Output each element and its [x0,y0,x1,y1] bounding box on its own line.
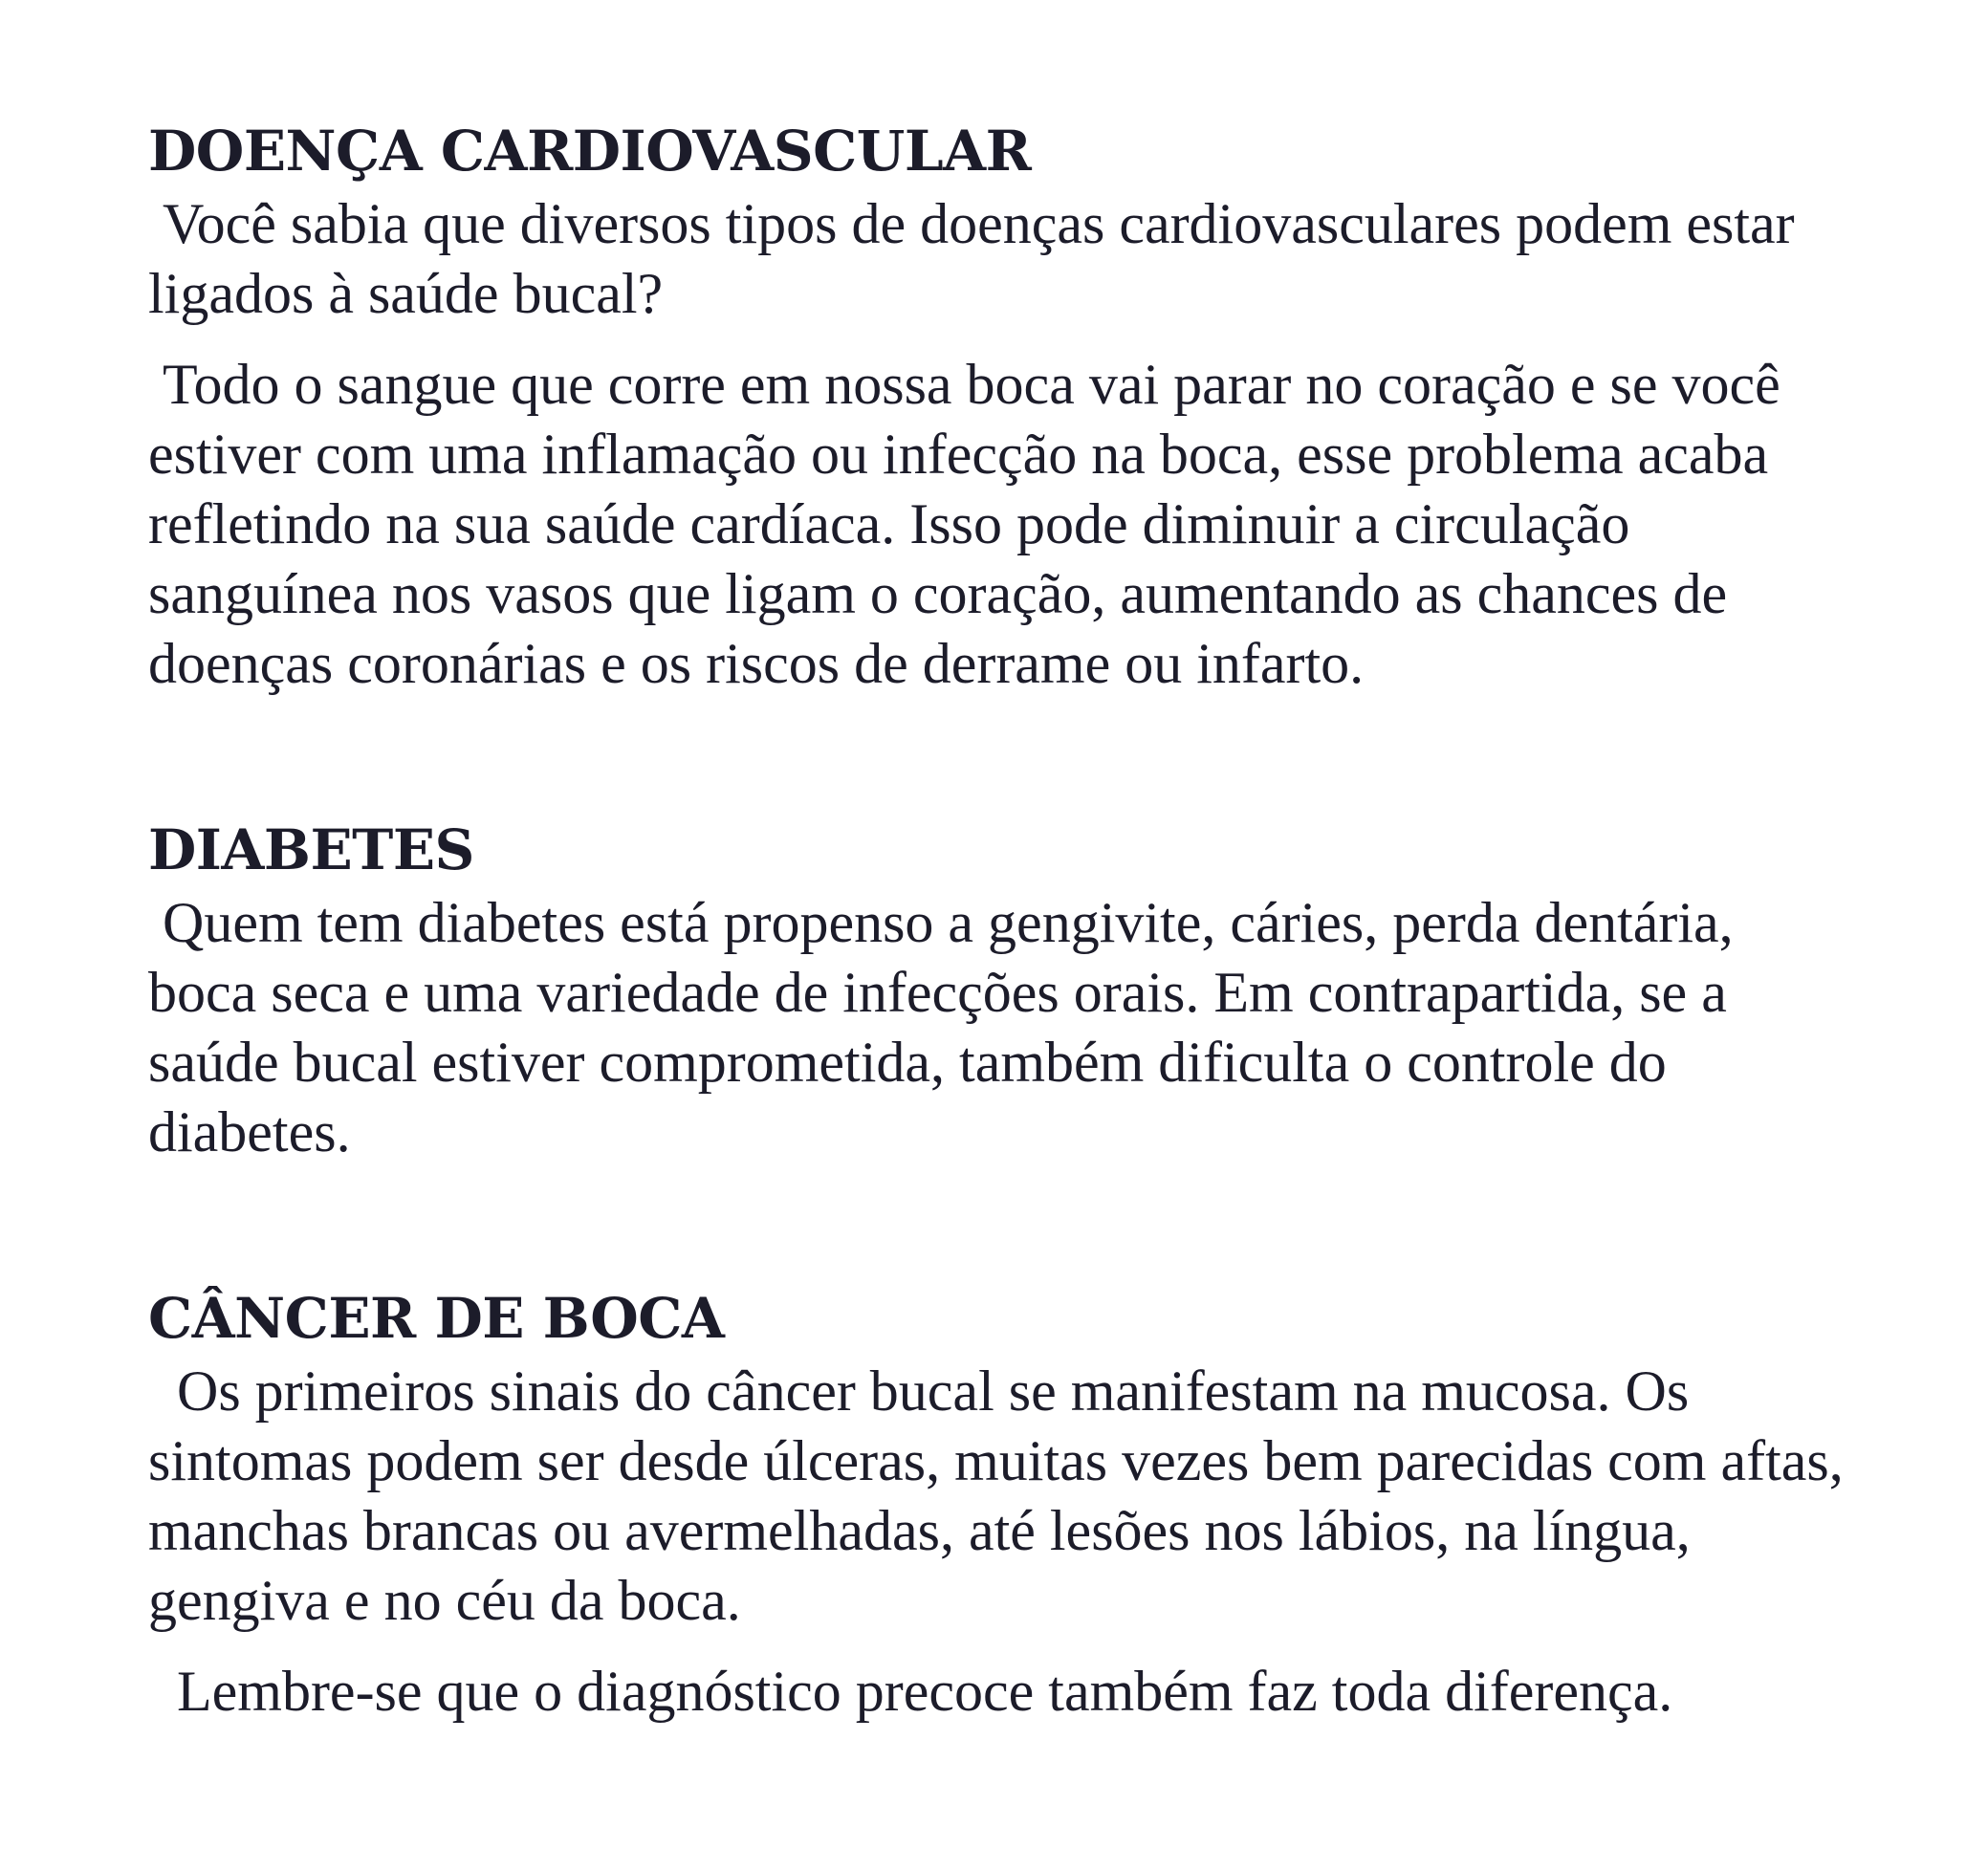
document-page [148,113,1858,1727]
section-paragraph: Quem tem diabetes está propenso a gengivite, cáries, perda dentária, boca seca e uma variedade de infecções orais. Em contrapartida, se a saúde bucal estiver comprometida, também dificulta o controle do diabetes. [148,891,1748,1163]
section-paragraph: Lembre-se que o diagnóstico precoce também faz toda diferença. [148,1660,1673,1723]
section-paragraph: Todo o sangue que corre em nossa boca vai parar no coração e se você estiver com uma inflamação ou infecção na boca, esse problema acaba refletindo na sua saúde cardíaca. Isso pode diminuir a circulação sanguínea nos vasos que ligam o coração, aumentando as chances de doenças coronárias e os riscos de derrame ou infarto. [148,353,1795,695]
section-paragraph: Os primeiros sinais do câncer bucal se manifestam na mucosa. Os sintomas podem ser desde úlceras, muitas vezes bem parecidas com aftas, manchas brancas ou avermelhadas, até lesões nos lábios, na língua, gengiva e no céu da boca. [148,1359,1858,1632]
section-paragraph: Você sabia que diversos tipos de doenças cardiovasculares podem estar ligados à saúde bucal? [148,192,1809,325]
section-cardiovascular [148,113,1850,699]
section-heading: DIABETES [148,817,474,882]
section-diabetes [148,812,1850,1167]
section-heading: DOENÇA CARDIOVASCULAR [148,119,1032,184]
section-heading: CÂNCER DE BOCA [148,1286,725,1351]
section-cancer [148,1280,1858,1727]
